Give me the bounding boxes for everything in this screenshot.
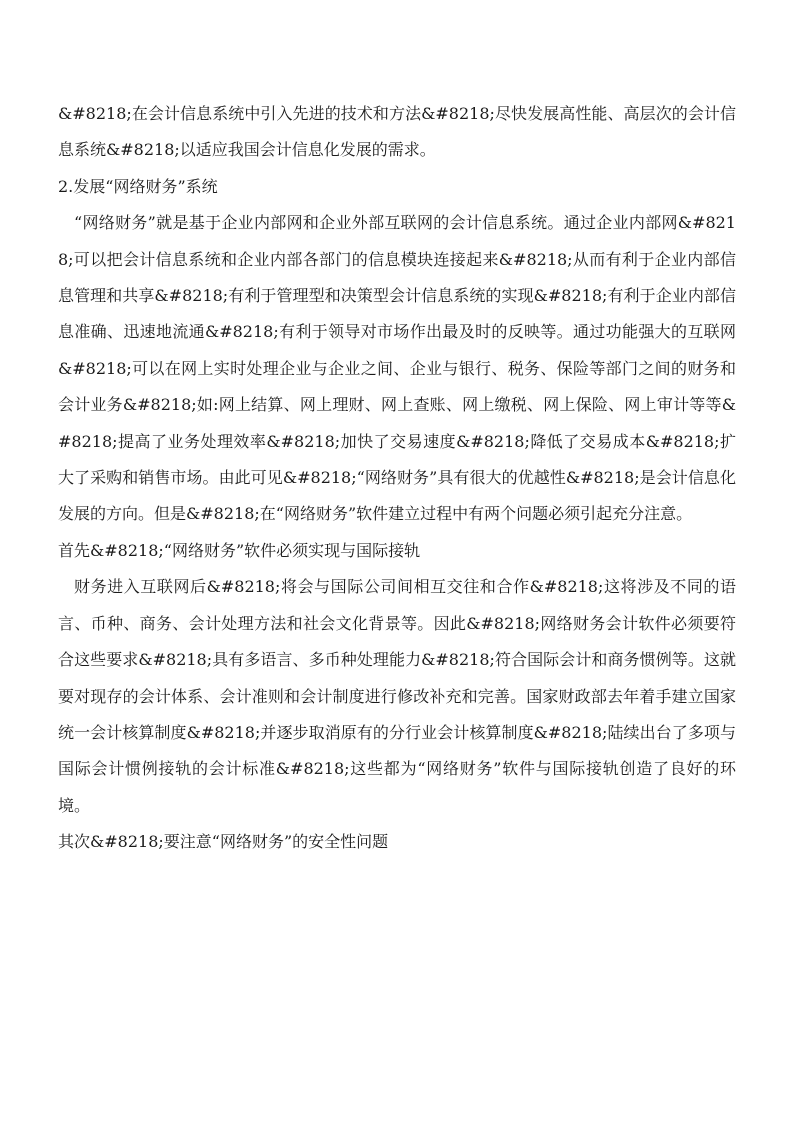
section-heading-network-finance: 2.发展“网络财务”系统 bbox=[58, 176, 218, 196]
paragraph-continuation: &#8218;在会计信息系统中引入先进的技术和方法&#8218;尽快发展高性能、高层次的会计信息系统&#8218;以适应我国会计信息化发展的需求。 bbox=[58, 104, 736, 160]
paragraph-international: 财务进入互联网后&#8218;将会与国际公司间相互交往和合作&#8218;这将涉及不同的语言、币种、商务、会计处理方法和社会文化背景等。因此&#8218;网络财务会计软件必须要符合这些要求&#8218;具有多语言、多币种处理能力&#8218;符合国际会计和商务惯例等。这就要对现存的会计体系、会计准则和会计制度进行修改补充和完善。国家财政部去年着手建立国家统一会计核算制度&#8218;并逐步取消原有的分行业会计核算制度&#8218;陆续出台了多项与国际会计惯例接轨的会计标准&#8218;这些都为“网络财务”软件与国际接轨创造了良好的环境。 bbox=[58, 577, 736, 815]
subheading-international: 首先&#8218;“网络财务”软件必须实现与国际接轨 bbox=[58, 540, 421, 560]
subheading-security: 其次&#8218;要注意“网络财务”的安全性问题 bbox=[58, 832, 389, 852]
document-page bbox=[58, 96, 736, 861]
paragraph-network-finance: “网络财务”就是基于企业内部网和企业外部互联网的会计信息系统。通过企业内部网&#8218;可以把会计信息系统和企业内部各部门的信息模块连接起来&#8218;从而有利于企业内部信息管理和共享&#8218;有利于管理型和决策型会计信息系统的实现&#8218;有利于企业内部信息准确、迅速地流通&#8218;有利于领导对市场作出最及时的反映等。通过功能强大的互联网&#8218;可以在网上实时处理企业与企业之间、企业与银行、税务、保险等部门之间的财务和会计业务&#8218;如:网上结算、网上理财、网上查账、网上缴税、网上保险、网上审计等等&#8218;提高了业务处理效率&#8218;加快了交易速度&#8218;降低了交易成本&#8218;扩大了采购和销售市场。由此可见&#8218;“网络财务”具有很大的优越性&#8218;是会计信息化发展的方向。但是&#8218;在“网络财务”软件建立过程中有两个问题必须引起充分注意。 bbox=[58, 213, 736, 524]
